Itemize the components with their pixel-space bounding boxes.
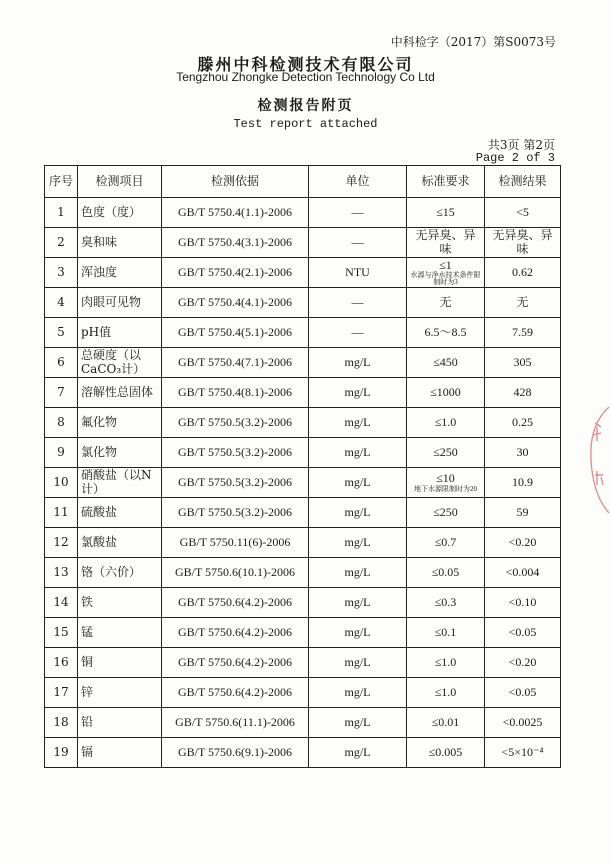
cell-item: 铁 [78, 588, 162, 618]
cell-no: 16 [45, 648, 78, 678]
company-name-cn: 滕州中科检测技术有限公司 [197, 55, 414, 74]
cell-result: 428 [485, 378, 561, 408]
standard-value: ≤10 [436, 471, 455, 486]
standard-value: ≤1 [439, 257, 452, 272]
standard-value: ≤0.05 [431, 564, 460, 579]
cell-unit: mg/L [309, 738, 407, 768]
table-row [45, 408, 561, 438]
cell-item: 铬（六价） [78, 558, 162, 588]
cell-no: 15 [45, 618, 78, 648]
cell-result: <0.05 [485, 618, 561, 648]
cell-basis: GB/T 5750.4(8.1)-2006 [162, 378, 309, 408]
standard-value: 无 [439, 294, 452, 309]
table-row [45, 468, 561, 498]
cell-standard [407, 618, 485, 648]
cell-unit: mg/L [309, 438, 407, 468]
cell-standard [407, 198, 485, 228]
cell-result: <0.0025 [485, 708, 561, 738]
cell-result: <5 [485, 198, 561, 228]
cell-unit: — [309, 228, 407, 258]
table-row [45, 738, 561, 768]
cell-item: 硝酸盐（以N计） [78, 468, 162, 498]
cell-result: <0.10 [485, 588, 561, 618]
cell-standard [407, 498, 485, 528]
cell-no: 12 [45, 528, 78, 558]
cell-item: 硫酸盐 [78, 498, 162, 528]
cell-result: 无 [485, 288, 561, 318]
cell-unit: — [309, 318, 407, 348]
cell-basis: GB/T 5750.4(5.1)-2006 [162, 318, 309, 348]
cell-result: 0.25 [485, 408, 561, 438]
cell-item: 溶解性总固体 [78, 378, 162, 408]
cell-no: 6 [45, 348, 78, 378]
cell-unit: mg/L [309, 558, 407, 588]
table-row [45, 558, 561, 588]
cell-result: 305 [485, 348, 561, 378]
standard-value: ≤1.0 [434, 684, 457, 699]
table-row [45, 198, 561, 228]
col-header-no: 序号 [45, 166, 78, 198]
table-header-row [45, 166, 561, 198]
cell-item: 锰 [78, 618, 162, 648]
standard-value: ≤0.005 [428, 744, 463, 759]
table-row [45, 678, 561, 708]
cell-no: 3 [45, 258, 78, 288]
cell-standard [407, 288, 485, 318]
cell-standard [407, 468, 485, 498]
cell-standard [407, 318, 485, 348]
standard-value: ≤0.7 [434, 534, 457, 549]
cell-standard [407, 708, 485, 738]
cell-item: 铅 [78, 708, 162, 738]
cell-result: 无异臭、异味 [485, 228, 561, 258]
cell-item: 锌 [78, 678, 162, 708]
cell-result: <0.20 [485, 648, 561, 678]
cell-unit: mg/L [309, 678, 407, 708]
cell-basis: GB/T 5750.4(7.1)-2006 [162, 348, 309, 378]
report-reference-number: 中科检字（2017）第S0073号 [390, 35, 556, 49]
cell-basis: GB/T 5750.5(3.2)-2006 [162, 408, 309, 438]
cell-unit: mg/L [309, 468, 407, 498]
table-row [45, 708, 561, 738]
cell-item: 色度（度） [78, 198, 162, 228]
cell-basis: GB/T 5750.5(3.2)-2006 [162, 438, 309, 468]
cell-no: 13 [45, 558, 78, 588]
cell-item: 铜 [78, 648, 162, 678]
standard-note: 水源与净水技术条件限制时为3 [410, 271, 481, 287]
table-row [45, 348, 561, 378]
cell-no: 5 [45, 318, 78, 348]
cell-result: <0.05 [485, 678, 561, 708]
cell-unit: — [309, 198, 407, 228]
table-row [45, 438, 561, 468]
col-header-item: 检测项目 [78, 166, 162, 198]
cell-unit: mg/L [309, 408, 407, 438]
cell-unit: — [309, 288, 407, 318]
cell-result: <0.20 [485, 528, 561, 558]
red-seal-stamp [583, 405, 611, 515]
cell-item: 总硬度（以CaCO₃计） [78, 348, 162, 378]
cell-no: 10 [45, 468, 78, 498]
cell-basis: GB/T 5750.4(3.1)-2006 [162, 228, 309, 258]
cell-no: 2 [45, 228, 78, 258]
standard-value: ≤15 [436, 204, 455, 219]
cell-result: 7.59 [485, 318, 561, 348]
table-body [45, 198, 561, 768]
table-row [45, 288, 561, 318]
cell-no: 9 [45, 438, 78, 468]
cell-standard [407, 678, 485, 708]
cell-standard [407, 378, 485, 408]
cell-basis: GB/T 5750.4(2.1)-2006 [162, 258, 309, 288]
cell-unit: NTU [309, 258, 407, 288]
cell-basis: GB/T 5750.4(4.1)-2006 [162, 288, 309, 318]
table-row [45, 498, 561, 528]
cell-basis: GB/T 5750.6(4.2)-2006 [162, 678, 309, 708]
cell-item: 肉眼可见物 [78, 288, 162, 318]
standard-value: 6.5～8.5 [424, 324, 467, 339]
cell-standard [407, 738, 485, 768]
cell-standard [407, 558, 485, 588]
cell-unit: mg/L [309, 588, 407, 618]
cell-standard [407, 408, 485, 438]
cell-item: 浑浊度 [78, 258, 162, 288]
page-indicator-cn: 共3页 第2页 [487, 138, 555, 152]
standard-value: ≤1.0 [434, 654, 457, 669]
cell-no: 7 [45, 378, 78, 408]
cell-no: 17 [45, 678, 78, 708]
page-indicator-en: Page 2 of 3 [475, 151, 555, 165]
standard-value: ≤1.0 [434, 414, 457, 429]
standard-value: ≤1000 [430, 384, 461, 399]
cell-result: 30 [485, 438, 561, 468]
cell-standard [407, 258, 485, 288]
cell-basis: GB/T 5750.6(9.1)-2006 [162, 738, 309, 768]
company-name-en: Tengzhou Zhongke Detection Technology Co Ltd [176, 70, 435, 84]
page-title-cn: 检测报告附页 [257, 98, 354, 114]
cell-no: 18 [45, 708, 78, 738]
standard-value: ≤0.1 [434, 624, 457, 639]
table-row [45, 378, 561, 408]
cell-result: 59 [485, 498, 561, 528]
cell-standard [407, 348, 485, 378]
cell-basis: GB/T 5750.11(6)-2006 [162, 528, 309, 558]
cell-unit: mg/L [309, 348, 407, 378]
col-header-basis: 检测依据 [162, 166, 309, 198]
cell-result: 0.62 [485, 258, 561, 288]
cell-no: 11 [45, 498, 78, 528]
cell-no: 1 [45, 198, 78, 228]
col-header-unit: 单位 [309, 166, 407, 198]
col-header-standard: 标准要求 [407, 166, 485, 198]
cell-basis: GB/T 5750.6(11.1)-2006 [162, 708, 309, 738]
table-row [45, 648, 561, 678]
table-row [45, 318, 561, 348]
table-row [45, 618, 561, 648]
cell-basis: GB/T 5750.6(10.1)-2006 [162, 558, 309, 588]
cell-no: 14 [45, 588, 78, 618]
cell-item: 镉 [78, 738, 162, 768]
test-results-table [44, 165, 561, 768]
cell-standard [407, 588, 485, 618]
standard-value: 无异臭、异味 [415, 227, 476, 256]
col-header-result: 检测结果 [485, 166, 561, 198]
cell-standard [407, 228, 485, 258]
cell-result: <0.004 [485, 558, 561, 588]
table-row [45, 528, 561, 558]
cell-basis: GB/T 5750.6(4.2)-2006 [162, 648, 309, 678]
table-row [45, 228, 561, 258]
cell-unit: mg/L [309, 498, 407, 528]
cell-unit: mg/L [309, 618, 407, 648]
table-row [45, 258, 561, 288]
cell-standard [407, 528, 485, 558]
cell-item: 氟化物 [78, 408, 162, 438]
standard-value: ≤450 [433, 354, 458, 369]
cell-no: 8 [45, 408, 78, 438]
standard-value: ≤0.01 [431, 714, 460, 729]
cell-item: pH值 [78, 318, 162, 348]
cell-standard [407, 648, 485, 678]
cell-basis: GB/T 5750.5(3.2)-2006 [162, 498, 309, 528]
cell-unit: mg/L [309, 648, 407, 678]
cell-item: 氯化物 [78, 438, 162, 468]
cell-no: 19 [45, 738, 78, 768]
cell-result: 10.9 [485, 468, 561, 498]
cell-item: 臭和味 [78, 228, 162, 258]
cell-unit: mg/L [309, 528, 407, 558]
cell-result: <5×10⁻⁴ [485, 738, 561, 768]
standard-note: 地下水源限制时为20 [414, 484, 477, 493]
cell-unit: mg/L [309, 378, 407, 408]
cell-basis: GB/T 5750.6(4.2)-2006 [162, 618, 309, 648]
cell-unit: mg/L [309, 708, 407, 738]
table-row [45, 588, 561, 618]
cell-standard [407, 438, 485, 468]
page-title-en: Test report attached [233, 117, 378, 131]
standard-value: ≤250 [433, 444, 458, 459]
cell-no: 4 [45, 288, 78, 318]
cell-basis: GB/T 5750.4(1.1)-2006 [162, 198, 309, 228]
cell-item: 氯酸盐 [78, 528, 162, 558]
cell-basis: GB/T 5750.5(3.2)-2006 [162, 468, 309, 498]
standard-value: ≤250 [433, 504, 458, 519]
cell-basis: GB/T 5750.6(4.2)-2006 [162, 588, 309, 618]
standard-value: ≤0.3 [434, 594, 457, 609]
